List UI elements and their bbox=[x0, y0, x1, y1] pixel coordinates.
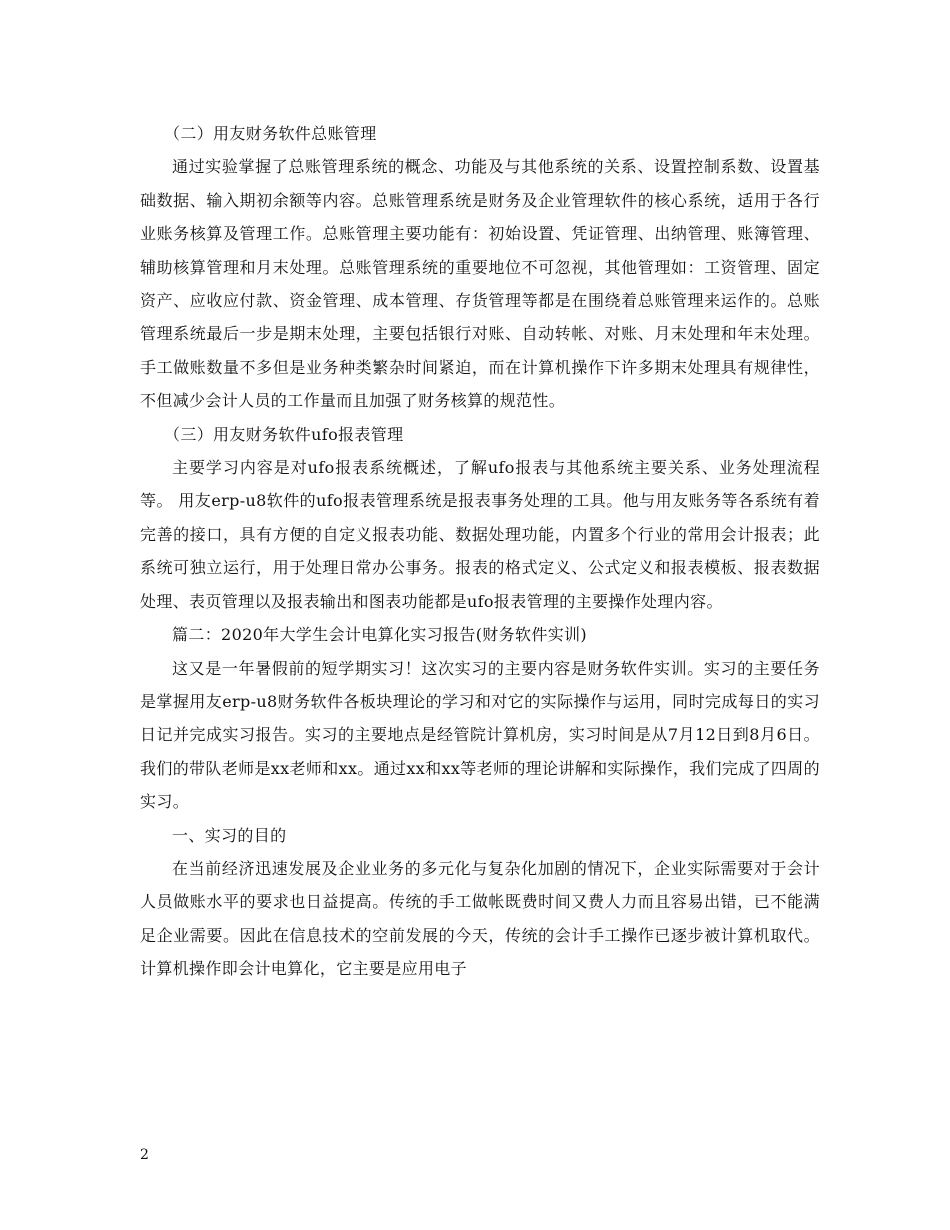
page-number: 2 bbox=[140, 1147, 149, 1163]
paragraph-purpose: 在当前经济迅速发展及企业业务的多元化与复杂化加剧的情况下，企业实际需要对于会计人员做账水平的要求也日益提高。传统的手工做帐既费时间又费人力而且容易出错，已不能满足企业需要。因此在信息技术的空前发展的今天，传统的会计手工操作已逐步被计算机取代。计算机操作即会计电算化，它主要是应用电子 bbox=[140, 858, 820, 979]
paragraph-internship-intro: 这又是一年暑假前的短学期实习！这次实习的主要内容是财务软件实训。实习的主要任务是掌握用友erp-u8财务软件各板块理论的学习和对它的实际操作与运用，同时完成每日的实习日记并完成实习报告。实习的主要地点是经管院计算机房，实习时间是从7月12日到8月6日。我们的带队老师是xx老师和xx。通过xx和xx等老师的理论讲解和实际操作，我们完成了四周的实习。 bbox=[140, 658, 820, 812]
section-heading-general-ledger: （二）用友财务软件总账管理 bbox=[164, 124, 377, 143]
paragraph-ufo-report: 主要学习内容是对ufo报表系统概述，了解ufo报表与其他系统主要关系、业务处理流程等。 用友erp-u8软件的ufo报表管理系统是报表事务处理的工具。他与用友账务等各系统有着完善的接口，具有方便的自定义报表功能、数据处理功能，内置多个行业的常用会计报表；此系统可独立运行，用于处理日常办公事务。报表的格式定义、公式定义和报表模板、报表数据处理、表页管理以及报表输出和图表功能都是ufo报表管理的主要操作处理内容。 bbox=[140, 458, 820, 611]
section-heading-ufo-report: （三）用友财务软件ufo报表管理 bbox=[164, 424, 404, 444]
section-heading-purpose: 一、实习的目的 bbox=[172, 825, 287, 845]
paragraph-general-ledger: 通过实验掌握了总账管理系统的概念、功能及与其他系统的关系、设置控制系数、设置基础数据、输入期初余额等内容。总账管理系统是财务及企业管理软件的核心系统，适用于各行业账务核算及管理工作。总账管理主要功能有：初始设置、凭证管理、出纳管理、账簿管理、辅助核算管理和月末处理。总账管理系统的重要地位不可忽视，其他管理如：工资管理、固定资产、应收应付款、资金管理、成本管理、存货管理等都是在围绕着总账管理来运作的。总账管理系统最后一步是期末处理，主要包括银行对账、自动转帐、对账、月末处理和年末处理。手工做账数量不多但是业务种类繁杂时间紧迫，而在计算机操作下许多期末处理具有规律性，不但减少会计人员的工作量而且加强了财务核算的规范性。 bbox=[140, 157, 820, 411]
document-body bbox=[140, 117, 820, 986]
chapter-heading-part-two: 篇二：2020年大学生会计电算化实习报告(财务软件实训) bbox=[172, 625, 588, 645]
